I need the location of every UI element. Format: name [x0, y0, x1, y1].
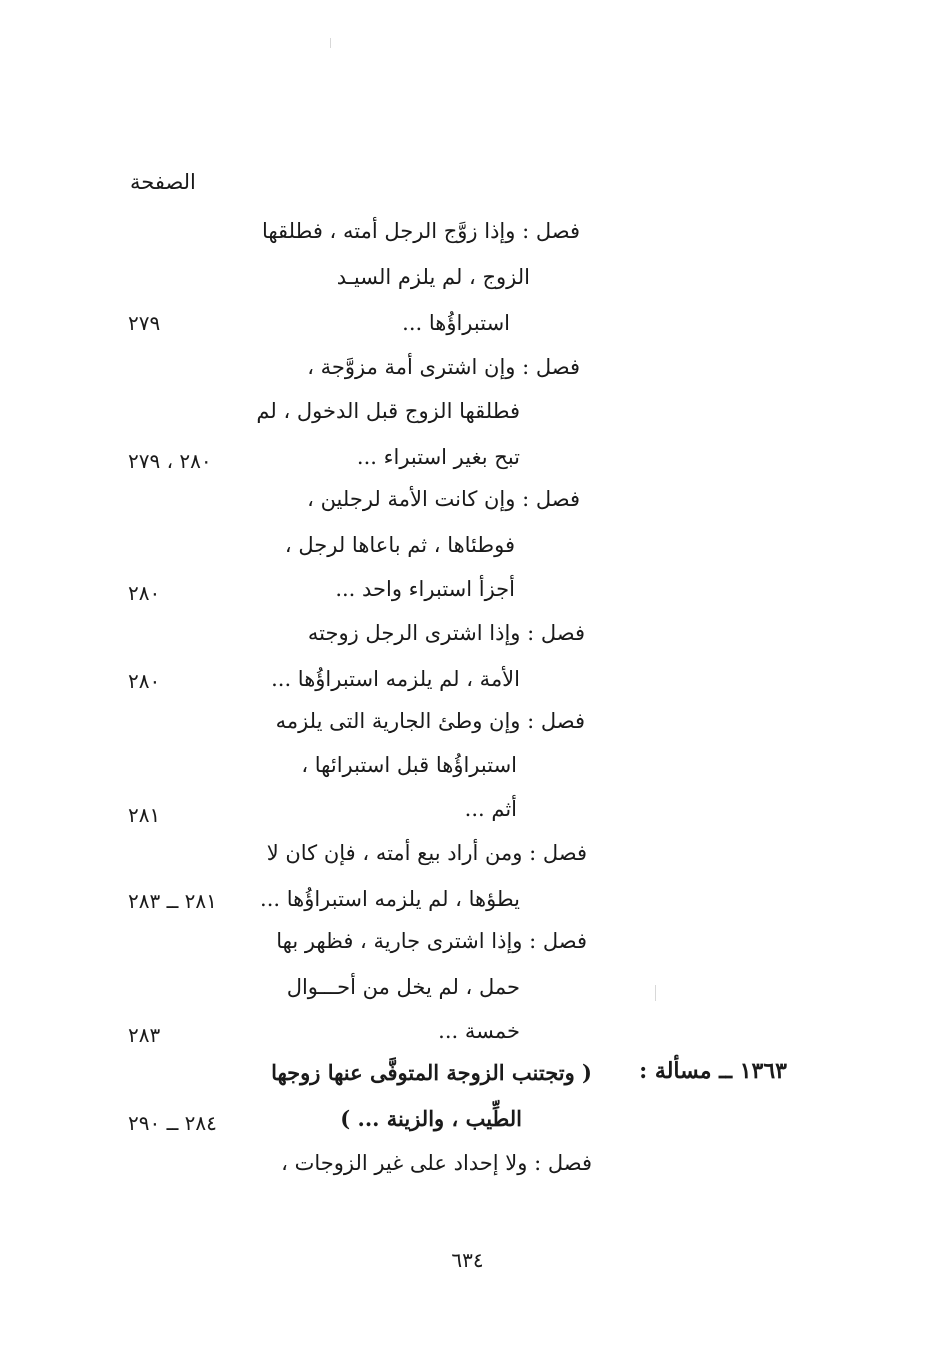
entry-line: فصل : وإن كانت الأمة لرجلين ، [307, 487, 580, 511]
page-reference: ٢٨٠ ، ٢٧٩ [128, 449, 212, 473]
scan-mark [655, 985, 656, 1001]
page-number: ٦٣٤ [451, 1248, 484, 1272]
page-reference: ٢٨١ ــ ٢٨٣ [128, 889, 217, 913]
entry-line: فطلقها الزوج قبل الدخول ، لم [256, 399, 520, 423]
entry-line: الأمة ، لم يلزمه استبراؤُها ... [271, 667, 520, 691]
entry-line: فصل : وإذا اشترى الرجل زوجته [307, 621, 585, 645]
entry-line: تبح بغير استبراء ... [356, 445, 520, 469]
scan-mark [330, 38, 331, 48]
entry-line: فصل : ولا إحداد على غير الزوجات ، [281, 1151, 592, 1175]
entry-line: فصل : وإن وطئ الجارية التى يلزمه [275, 709, 585, 733]
page-reference: ٢٨٤ ــ ٢٩٠ [128, 1111, 217, 1135]
page-reference: ٢٨٠ [128, 669, 161, 693]
entry-line: استبراؤُها قبل استبرائها ، [301, 753, 517, 777]
page-reference: ٢٨٠ [128, 581, 161, 605]
page-reference: ٢٧٩ [128, 311, 161, 335]
entry-line: فصل : وإذا زوَّج الرجل أمته ، فطلقها [261, 219, 580, 243]
page-reference: ٢٨٣ [128, 1023, 161, 1047]
entry-line: فوطئاها ، ثم باعاها لرجل ، [284, 533, 515, 557]
entry-line: فصل : وإن اشترى أمة مزوَّجة ، [307, 355, 580, 379]
entry-line: أجزأ استبراء واحد ... [335, 577, 515, 601]
entry-line: أثم ... [464, 797, 517, 821]
page-column-header: الصفحة [130, 170, 196, 194]
masala-label: ١٣٦٣ ــ مسألة : [639, 1058, 787, 1084]
entry-line: الزوج ، لم يلزم السيـد [336, 265, 530, 289]
page-reference: ٢٨١ [128, 803, 161, 827]
masala-line: الطِّيب ، والزينة ... ) [340, 1106, 522, 1131]
entry-line: استبراؤُها ... [402, 311, 510, 335]
entry-line: حمل ، لم يخل من أحـــوال [286, 975, 520, 999]
entry-line: يطؤها ، لم يلزمه استبراؤُها ... [260, 887, 520, 911]
entry-line: خمسة ... [438, 1019, 520, 1043]
entry-line: فصل : ومن أراد بيع أمته ، فإن كان لا [266, 841, 587, 865]
masala-line: ( وتجتنب الزوجة المتوفَّى عنها زوجها [271, 1060, 592, 1085]
entry-line: فصل : وإذا اشترى جارية ، فظهر بها [276, 929, 587, 953]
